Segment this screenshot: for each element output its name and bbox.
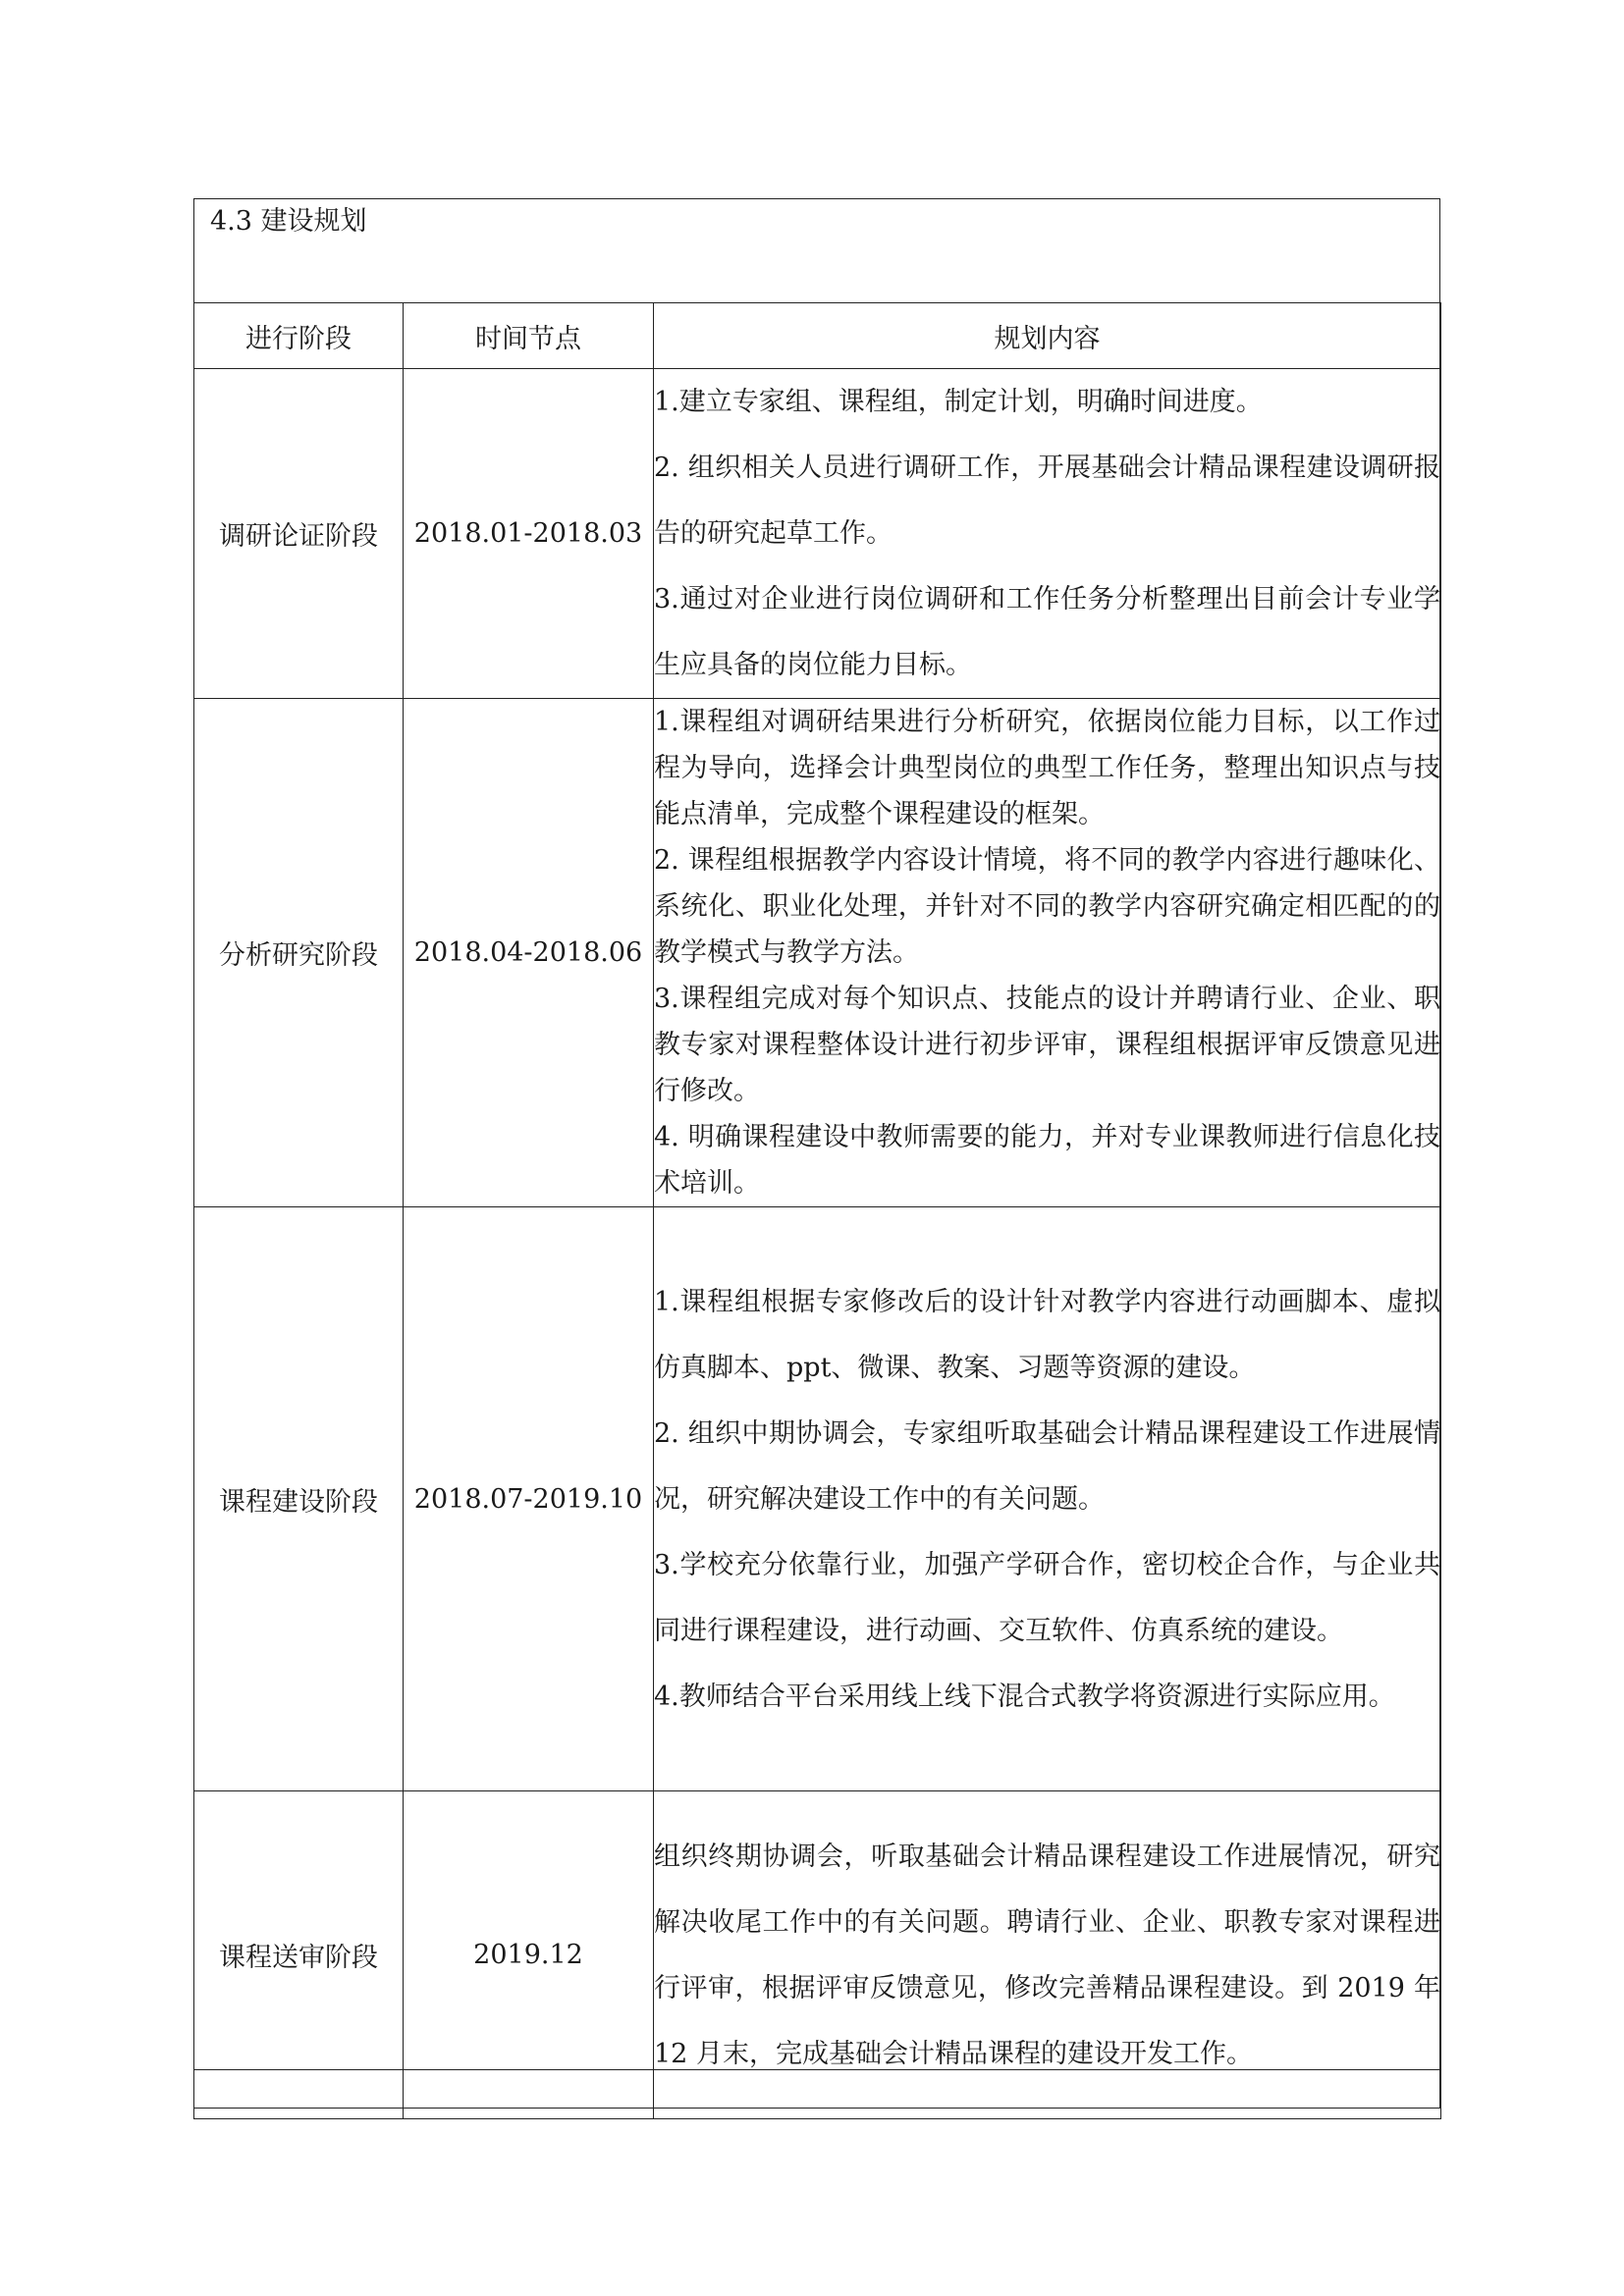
table-row — [194, 699, 1441, 1207]
table-header-row — [194, 303, 1441, 369]
content-item: 1.课程组根据专家修改后的设计针对教学内容进行动画脚本、虚拟仿真脚本、ppt、微课、教案、习题等资源的建设。 — [654, 1286, 1440, 1383]
content-item: 2. 课程组根据教学内容设计情境，将不同的教学内容进行趣味化、系统化、职业化处理，并针对不同的教学内容研究确定相匹配的的教学模式与教学方法。 — [654, 845, 1440, 968]
stage-cell: 分析研究阶段 — [194, 699, 404, 1207]
period-cell: 2018.07-2019.10 — [404, 1207, 654, 1791]
content-item: 3.通过对企业进行岗位调研和工作任务分析整理出目前会计专业学生应具备的岗位能力目标。 — [654, 584, 1440, 680]
content-item: 1.课程组对调研结果进行分析研究，依据岗位能力目标，以工作过程为导向，选择会计典型岗位的典型工作任务，整理出知识点与技能点清单，完成整个课程建设的框架。 — [654, 707, 1440, 829]
stage-cell: 调研论证阶段 — [194, 369, 404, 699]
header-stage: 进行阶段 — [194, 303, 404, 369]
table-row — [194, 369, 1441, 699]
content-item: 组织终期协调会，听取基础会计精品课程建设工作进展情况，研究解决收尾工作中的有关问题。聘请行业、企业、职教专家对课程进行评审，根据评审反馈意见，修改完善精品课程建设。到 2019 年 12 月末，完成基础会计精品课程的建设开发工作。 — [654, 1841, 1440, 2069]
header-period: 时间节点 — [404, 303, 654, 369]
period-cell: 2018.04-2018.06 — [404, 699, 654, 1207]
stage-cell: 课程建设阶段 — [194, 1207, 404, 1791]
content-item: 1.建立专家组、课程组，制定计划，明确时间进度。 — [654, 387, 1263, 417]
content-item: 3.学校充分依靠行业，加强产学研合作，密切校企合作，与企业共同进行课程建设，进行动画、交互软件、仿真系统的建设。 — [654, 1549, 1440, 1646]
content-cell — [654, 699, 1441, 1207]
content-cell — [654, 1207, 1441, 1791]
content-item: 3.课程组完成对每个知识点、技能点的设计并聘请行业、企业、职教专家对课程整体设计进行初步评审，课程组根据评审反馈意见进行修改。 — [654, 984, 1440, 1106]
content-cell — [654, 369, 1441, 699]
period-cell: 2018.01-2018.03 — [404, 369, 654, 699]
content-item: 4.教师结合平台采用线上线下混合式教学将资源进行实际应用。 — [654, 1681, 1395, 1712]
construction-plan-table — [193, 302, 1441, 2119]
stage-cell: 课程送审阶段 — [194, 1791, 404, 2119]
content-item: 2. 组织中期协调会，专家组听取基础会计精品课程建设工作进展情况，研究解决建设工作中的有关问题。 — [654, 1417, 1440, 1515]
section-title: 4.3 建设规划 — [210, 206, 367, 237]
header-content: 规划内容 — [654, 303, 1441, 369]
table-bottom-divider — [193, 2069, 1440, 2070]
content-item: 4. 明确课程建设中教师需要的能力，并对专业课教师进行信息化技术培训。 — [654, 1122, 1440, 1199]
table-row — [194, 1207, 1441, 1791]
period-cell: 2019.12 — [404, 1791, 654, 2119]
content-item: 2. 组织相关人员进行调研工作，开展基础会计精品课程建设调研报告的研究起草工作。 — [654, 453, 1440, 549]
